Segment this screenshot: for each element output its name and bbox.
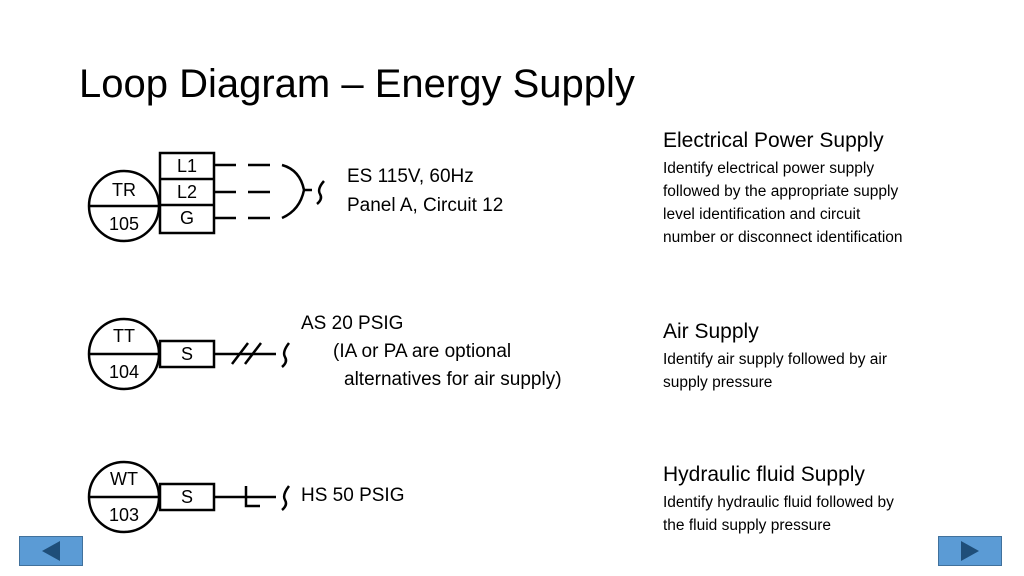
instrument-letters: WT (110, 469, 138, 489)
supply-source-symbol (282, 343, 289, 367)
note-line: Identify hydraulic fluid followed by (663, 494, 894, 511)
note-line: supply pressure (663, 374, 773, 391)
power-merge-curve (282, 165, 304, 218)
note-line: Identify air supply followed by air (663, 351, 888, 368)
page-title: Loop Diagram – Energy Supply (79, 62, 635, 106)
note-line: Identify electrical power supply (663, 160, 875, 177)
supply-label: alternatives for air supply) (344, 369, 562, 390)
supply-label: ES 115V, 60Hz (347, 166, 474, 187)
supply-label: Panel A, Circuit 12 (347, 195, 504, 216)
terminal-label: S (180, 487, 193, 507)
supply-label: HS 50 PSIG (301, 485, 405, 506)
arrow-left-icon (20, 537, 82, 565)
note-line: followed by the appropriate supply (663, 183, 899, 200)
terminal-label: G (179, 208, 194, 228)
instrument-number: 103 (108, 505, 140, 525)
note-line: level identification and circuit (663, 206, 861, 223)
note-line: the fluid supply pressure (663, 517, 832, 534)
terminal-label: L2 (176, 182, 198, 202)
instrument-letters: TR (112, 180, 136, 200)
note-line: number or disconnect identification (663, 229, 903, 246)
instrument-number: 105 (108, 214, 140, 234)
terminal-label: L1 (176, 156, 198, 176)
next-slide-button[interactable] (938, 536, 1002, 566)
instrument-letters: TT (113, 326, 135, 346)
note-heading: Electrical Power Supply (663, 129, 884, 152)
supply-source-symbol (317, 181, 324, 204)
supply-source-symbol (282, 486, 289, 510)
supply-label: AS 20 PSIG (301, 313, 404, 334)
note-heading: Air Supply (663, 320, 759, 343)
note-heading: Hydraulic fluid Supply (663, 463, 865, 486)
prev-slide-button[interactable] (19, 536, 83, 566)
arrow-right-icon (939, 537, 1001, 565)
terminal-label: S (180, 344, 193, 364)
supply-label: (IA or PA are optional (333, 341, 512, 362)
instrument-number: 104 (108, 362, 140, 382)
